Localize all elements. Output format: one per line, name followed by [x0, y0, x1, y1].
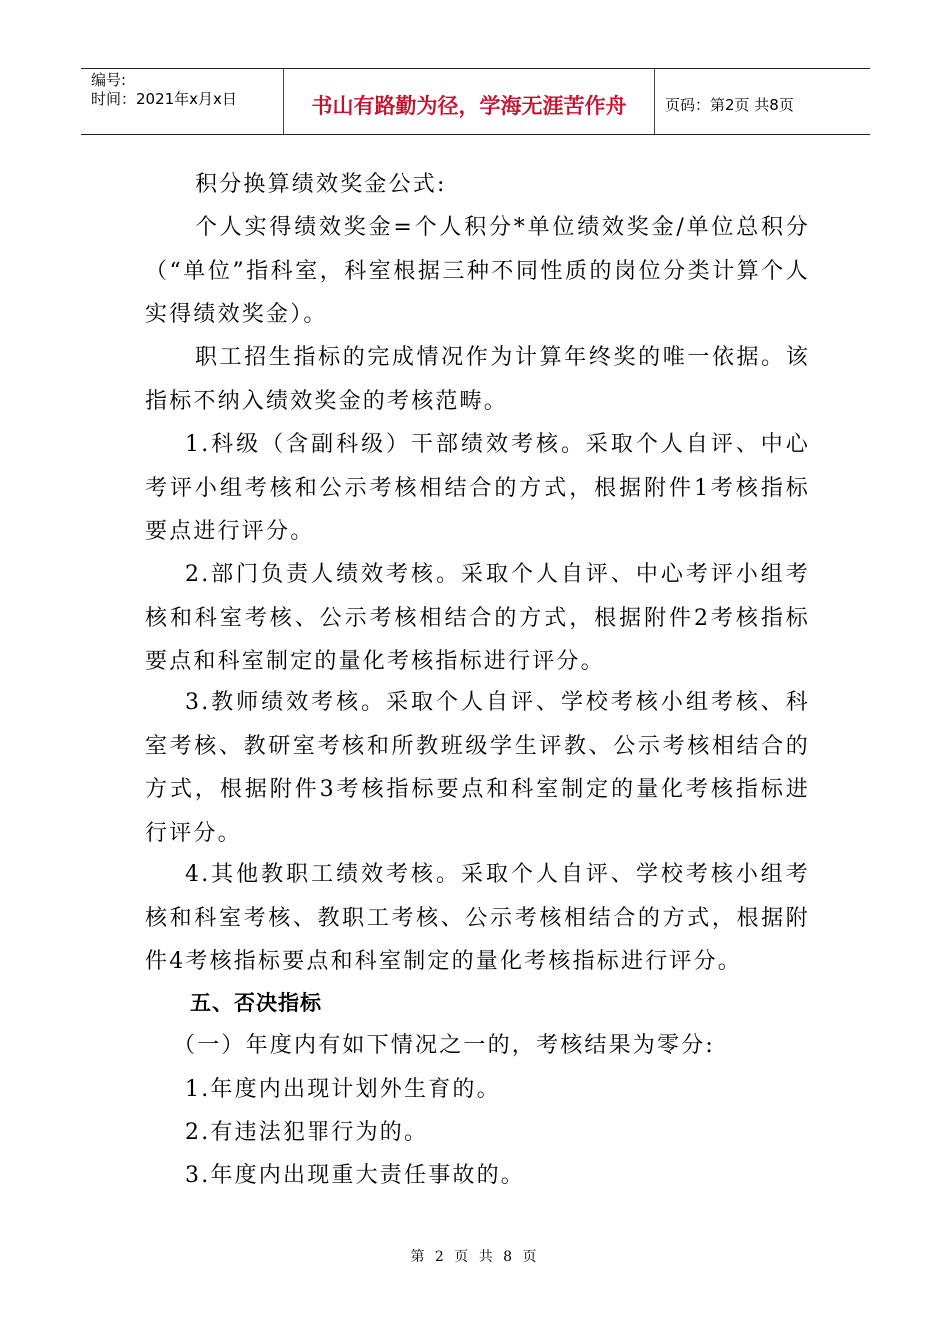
- section-heading: 五、否决指标: [190, 991, 322, 1015]
- veto-item-1: 1.年度内出现计划外生育的。: [185, 1077, 501, 1102]
- time-label: 时间：2021年x月x日: [91, 90, 237, 108]
- paragraph-enrollment: 职工招生指标的完成情况作为计算年终奖的唯一依据。该指标不纳入绩效奖金的考核范畴。: [145, 345, 810, 414]
- veto-item-3: 3.年度内出现重大责任事故的。: [185, 1163, 525, 1188]
- paragraph-formula-title: 积分换算绩效奖金公式:: [195, 172, 447, 197]
- paragraph-item-3: 3.教师绩效考核。采取个人自评、学校考核小组考核、科室考核、教研室考核和所教班级学生评教、公示考核相结合的方式，根据附件3考核指标要点和科室制定的量化考核指标进行评分。: [145, 690, 810, 846]
- header-meta: [81, 69, 283, 134]
- veto-intro: （一）年度内有如下情况之一的，考核结果为零分:: [173, 1033, 716, 1058]
- document-header: [81, 68, 870, 135]
- page-footer: 第 2 页 共 8 页: [410, 1249, 540, 1265]
- paragraph-item-2: 2.部门负责人绩效考核。采取个人自评、中心考评小组考核和科室考核、公示考核相结合的方式，根据附件2考核指标要点和科室制定的量化考核指标进行评分。: [145, 562, 810, 674]
- header-motto: 书山有路勤为径，学海无涯苦作舟: [283, 69, 655, 134]
- paragraph-item-4: 4.其他教职工绩效考核。采取个人自评、学校考核小组考核和科室考核、教职工考核、公示考核相结合的方式，根据附件4考核指标要点和科室制定的量化考核指标进行评分。: [145, 862, 810, 974]
- paragraph-formula: 个人实得绩效奖金=个人积分*单位绩效奖金/单位总积分（“单位”指科室，科室根据三种不同性质的岗位分类计算个人实得绩效奖金）。: [145, 215, 810, 327]
- number-label: 编号:: [91, 71, 127, 89]
- paragraph-item-1: 1.科级（含副科级）干部绩效考核。采取个人自评、中心考评小组考核和公示考核相结合的方式，根据附件1考核指标要点进行评分。: [145, 432, 810, 544]
- veto-item-2: 2.有违法犯罪行为的。: [185, 1120, 429, 1145]
- header-page-info: 页码：第2页 共8页: [665, 96, 794, 114]
